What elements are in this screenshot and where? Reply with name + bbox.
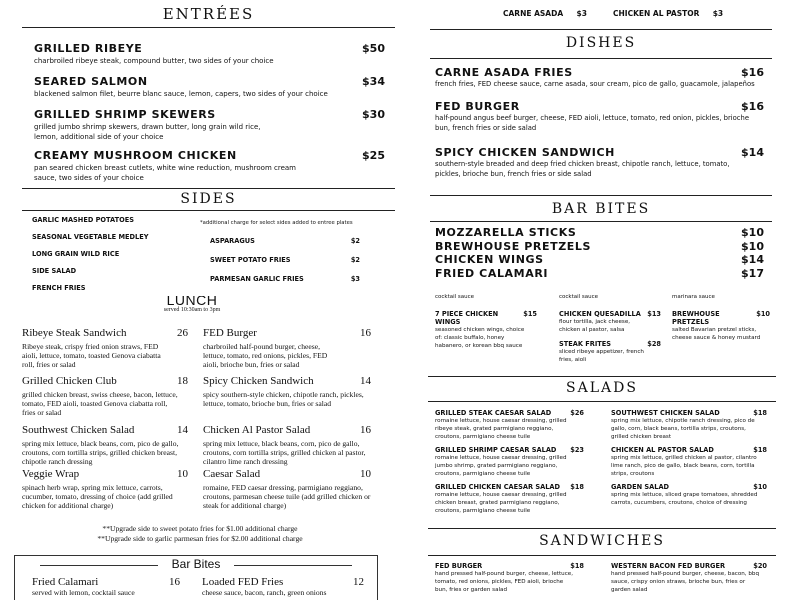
menu-item — [203, 327, 371, 370]
item-name: FED BURGER — [435, 100, 520, 113]
divider — [430, 195, 772, 196]
item-price: $25 — [362, 149, 385, 162]
item-price: 16 — [360, 424, 371, 436]
dishes-title: DISHES — [565, 35, 637, 51]
item-desc: spinach herb wrap, spring mix lettuce, carrots, cucumber, tomato, dressing of choice (add grilled chicken for additional charge) — [22, 483, 173, 511]
upgrade-note: **Upgrade side to sweet potato fries for $1.00 additional charge — [102, 524, 298, 533]
side-item: ASPARAGUS $2 — [210, 237, 360, 245]
appetizers-panel — [428, 294, 776, 374]
sides-title: SIDES — [180, 191, 237, 207]
sides-note: *additional charge for select sides added to entree plates — [200, 220, 353, 226]
item-desc: romaine, FED caesar dressing, parmigiano reggiano, croutons, parmesan cheese tuile (add grilled chicken or steak for additional charge) — [203, 483, 371, 511]
sides-right-list — [210, 237, 360, 294]
menu-item — [32, 576, 180, 597]
sides-panel — [22, 185, 395, 298]
menu-item: GRILLED CHICKEN CAESAR SALAD $18 romaine lettuce, house caesar dressing, grilled chicken breast, grated parmigiano reggiano, croutons, parmigiano cheese tuile — [435, 483, 584, 514]
menu-item — [203, 468, 371, 511]
item-name: FED Burger — [203, 327, 257, 339]
menu-item: BREWHOUSE PRETZELS $10 salted Bavarian pretzel sticks, cheese sauce & honey mustard — [672, 310, 770, 341]
item-desc: pan seared chicken breast cutlets, white wine reduction, mushroom cream sauce, two sides of your choice — [34, 164, 296, 182]
item-name: SPICY CHICKEN SANDWICH — [435, 146, 615, 159]
upgrade-note: **Upgrade side to garlic parmesan fries for $2.00 additional charge — [97, 534, 303, 543]
item-name: GRILLED SHRIMP SKEWERS — [34, 108, 216, 121]
item-name: Loaded FED Fries — [202, 576, 284, 588]
item-desc: grilled chicken breast, swiss cheese, bacon, lettuce, tomato, FED aioli, toasted Genova ciabatta roll, fries or salad — [22, 390, 178, 418]
item-desc: spring mix lettuce, black beans, corn, pico de gallo, croutons, corn tortilla strips, grilled chicken breast, chipotle ranch dressing — [22, 439, 179, 467]
item-desc: charbroiled ribeye steak, compound butter, two sides of your choice — [34, 57, 274, 65]
menu-item — [22, 468, 188, 511]
side-item: LONG GRAIN WILD RICE — [32, 250, 120, 258]
item-desc: spring mix lettuce, black beans, corn, pico de gallo, croutons, corn tortilla strips, grilled chicken al pastor, cilantro lime ranch dressing — [203, 439, 366, 467]
lunch-barbites-title: Bar Bites — [15, 557, 377, 571]
item-name: GRILLED RIBEYE — [34, 42, 143, 55]
divider — [428, 376, 776, 377]
menu-item: GRILLED SHRIMP CAESAR SALAD $23 romaine lettuce, house caesar dressing, grilled jumbo shrimp, grated parmigiano reggiano, croutons, parmigiano cheese tuile — [435, 446, 584, 477]
menu-item — [34, 108, 385, 142]
divider — [22, 188, 395, 189]
menu-item — [22, 375, 188, 418]
lunch-barbites-box — [14, 555, 378, 600]
menu-item — [435, 66, 764, 89]
item-price: $50 — [362, 42, 385, 55]
item-desc: served with lemon, cocktail sauce — [32, 588, 135, 597]
item-price: $30 — [362, 108, 385, 121]
item-name: Southwest Chicken Salad — [22, 424, 135, 436]
menu-item — [203, 375, 371, 408]
menu-item — [34, 149, 385, 183]
item-price: $16 — [741, 100, 764, 113]
menu-item: SOUTHWEST CHICKEN SALAD $18 spring mix lettuce, chipotle ranch dressing, pico de gallo, corn, black beans, tortilla strips, croutons, grilled chicken breast — [611, 409, 767, 440]
dishes-panel — [425, 0, 777, 187]
lunch-panel — [0, 296, 400, 600]
item-price: 26 — [177, 327, 188, 339]
side-item: SIDE SALAD — [32, 267, 77, 275]
barbites-list — [435, 226, 764, 280]
menu-item: FED BURGER $18 hand pressed half-pound burger, cheese, lettuce, tomato, red onions, pickles, FED aioli, brioche bun, fries or garden salad — [435, 562, 584, 593]
menu-item: CHICKEN QUESADILLA $13 flour tortilla, jack cheese, chicken al pastor, salsa — [559, 310, 661, 333]
item-desc: charbroiled half-pound burger, cheese, lettuce, tomato, red onions, pickles, FED aioli, brioche bun, fries or salad — [203, 342, 328, 370]
entrees-panel — [22, 0, 395, 185]
side-item: SWEET POTATO FRIES $2 — [210, 256, 360, 264]
item-desc: marinara sauce — [672, 294, 715, 300]
menu-item: MOZZARELLA STICKS $10 — [435, 226, 764, 239]
entrees-title: ENTRÉES — [162, 5, 255, 23]
side-item: PARMESAN GARLIC FRIES $3 — [210, 275, 360, 283]
lunch-subtitle: served 10:30am to 3pm — [163, 307, 221, 313]
sandwiches-panel — [428, 524, 776, 600]
salads-panel — [428, 374, 776, 520]
barbites-title: BAR BITES — [551, 201, 651, 217]
item-name: Grilled Chicken Club — [22, 375, 117, 387]
menu-item: CHICKEN AL PASTOR SALAD $18 spring mix lettuce, grilled chicken al pastor, cilantro lime ranch, pico de gallo, black beans, corn, tortilla strips, croutons — [611, 446, 767, 477]
menu-item — [34, 42, 385, 66]
sides-left-list — [32, 216, 149, 298]
salads-title: SALADS — [566, 380, 638, 396]
divider — [430, 58, 772, 59]
item-price: 18 — [177, 375, 188, 387]
menu-item: CHICKEN WINGS $14 — [435, 253, 764, 266]
item-name: Chicken Al Pastor Salad — [203, 424, 311, 436]
item-price: 16 — [360, 327, 371, 339]
item-price: 16 — [169, 576, 180, 588]
menu-item: FRIED CALAMARI $17 — [435, 266, 764, 280]
menu-item — [202, 576, 364, 597]
lunch-title: LUNCH — [166, 296, 218, 308]
menu-item — [435, 100, 764, 133]
item-price: 10 — [177, 468, 188, 480]
taco-item: CARNE ASADA $3 — [503, 9, 587, 18]
item-price: 14 — [360, 375, 371, 387]
item-name: Caesar Salad — [203, 468, 261, 480]
item-desc: half-pound angus beef burger, cheese, FED aioli, lettuce, tomato, red onion, pickles, brioche bun, french fries or side salad — [435, 114, 750, 132]
divider — [428, 401, 776, 402]
menu-item — [22, 424, 188, 467]
item-name: Ribeye Steak Sandwich — [22, 327, 127, 339]
item-name: Spicy Chicken Sandwich — [203, 375, 314, 387]
item-desc: southern-style breaded and deep fried chicken breast, chipotle ranch, lettuce, tomato, pickles, brioche bun, french fries or side salad — [435, 160, 730, 178]
item-price: 10 — [360, 468, 371, 480]
menu-item: GARDEN SALAD $10 spring mix lettuce, sliced grape tomatoes, shredded carrots, cucumbers, croutons, choice of dressing — [611, 483, 767, 506]
menu-item: BREWHOUSE PRETZELS $10 — [435, 239, 764, 253]
divider — [430, 29, 772, 30]
menu-item: GRILLED STEAK CAESAR SALAD $26 romaine lettuce, house caesar dressing, grilled ribeye steak, grated parmigiano reggiano, croutons, parmigiano cheese tuile — [435, 409, 584, 440]
item-price: $16 — [741, 66, 764, 79]
item-price: 14 — [177, 424, 188, 436]
menu-item: STEAK FRITES $28 sliced ribeye appetizer, french fries, aioli — [559, 340, 661, 363]
menu-item — [203, 424, 371, 467]
menu-item — [435, 146, 764, 179]
item-desc: cocktail sauce — [559, 294, 599, 300]
item-name: Fried Calamari — [32, 576, 99, 588]
item-desc: cheese sauce, bacon, ranch, green onions — [202, 588, 327, 597]
menu-item: 7 PIECE CHICKEN WINGS $15 seasoned chicken wings, choice of: classic buffalo, honey habanero, or korean bbq sauce — [435, 310, 537, 349]
side-item: SEASONAL VEGETABLE MEDLEY — [32, 233, 149, 241]
item-price: $34 — [362, 75, 385, 88]
menu-item: WESTERN BACON FED BURGER $20 hand pressed half-pound burger, cheese, bacon, bbq sauce, crispy onion straws, brioche bun, fries or garden salad — [611, 562, 767, 593]
item-desc: cocktail sauce — [435, 294, 475, 300]
item-name: CREAMY MUSHROOM CHICKEN — [34, 149, 237, 162]
menu-item — [34, 75, 385, 99]
sandwiches-title: SANDWICHES — [539, 533, 665, 549]
divider — [428, 555, 776, 556]
divider — [22, 27, 395, 28]
item-desc: Ribeye steak, crispy fried onion straws, FED aioli, lettuce, tomato, toasted Genova ciabatta roll, fries or salad — [22, 342, 161, 370]
item-price: 12 — [353, 576, 364, 588]
divider — [22, 210, 395, 211]
divider — [428, 528, 776, 529]
divider — [430, 221, 772, 222]
barbites-panel — [425, 190, 777, 290]
taco-item: CHICKEN AL PASTOR $3 — [613, 9, 724, 18]
item-desc: french fries, FED cheese sauce, carne asada, sour cream, pico de gallo, guacamole, jalapeños — [435, 80, 755, 88]
item-name: CARNE ASADA FRIES — [435, 66, 573, 79]
item-desc: blackened salmon filet, beurre blanc sauce, lemon, capers, two sides of your choice — [34, 90, 328, 98]
item-name: SEARED SALMON — [34, 75, 148, 88]
item-price: $14 — [741, 146, 764, 159]
side-item: GARLIC MASHED POTATOES — [32, 216, 134, 224]
item-desc: grilled jumbo shrimp skewers, drawn butter, long grain wild rice, lemon, additional side of your choice — [34, 123, 261, 141]
item-desc: spicy southern-style chicken, chipotle ranch, pickles, lettuce, tomato, brioche bun, fries or salad — [203, 390, 364, 409]
item-name: Veggie Wrap — [22, 468, 80, 480]
side-item: FRENCH FRIES — [32, 284, 86, 292]
menu-item — [22, 327, 188, 370]
